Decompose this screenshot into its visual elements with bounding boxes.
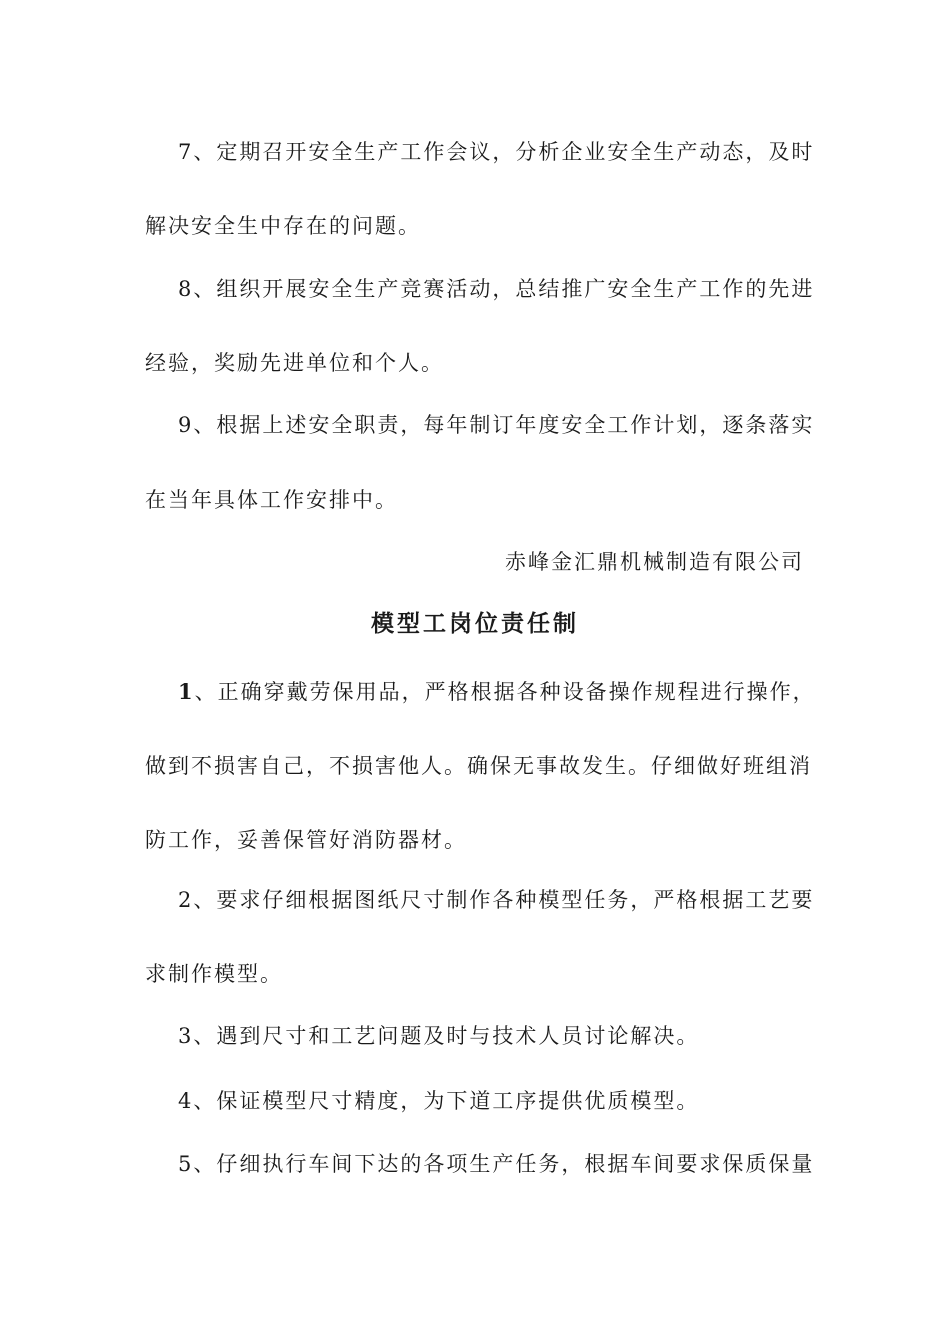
paragraph-8-line-1: 8、组织开展安全生产竞赛活动，总结推广安全生产工作的先进 [178, 277, 815, 301]
duty-1-line-2: 做到不损害自己，不损害他人。确保无事故发生。仔细做好班组消 [145, 754, 812, 778]
duty-1-number: 1 [178, 679, 195, 704]
section-title: 模型工岗位责任制 [371, 610, 579, 637]
paragraph-7-line-2: 解决安全生中存在的问题。 [145, 214, 421, 238]
duty-2-line-1: 2、要求仔细根据图纸尺寸制作各种模型任务，严格根据工艺要 [178, 888, 815, 912]
duty-1-line-1-text: 、正确穿戴劳保用品，严格根据各种设备操作规程进行操作， [194, 680, 816, 704]
company-signature: 赤峰金汇鼎机械制造有限公司 [505, 550, 804, 574]
duty-1-line-1 [178, 678, 816, 706]
duty-5-line-1: 5、仔细执行车间下达的各项生产任务，根据车间要求保质保量 [178, 1152, 815, 1176]
duty-2-line-2: 求制作模型。 [145, 962, 283, 986]
paragraph-9-line-1: 9、根据上述安全职责，每年制订年度安全工作计划，逐条落实 [178, 413, 815, 437]
paragraph-7-line-1: 7、定期召开安全生产工作会议，分析企业安全生产动态，及时 [178, 140, 815, 164]
duty-1-line-3: 防工作，妥善保管好消防器材。 [145, 828, 467, 852]
paragraph-8-line-2: 经验，奖励先进单位和个人。 [145, 351, 444, 375]
paragraph-9-line-2: 在当年具体工作安排中。 [145, 488, 398, 512]
duty-3-line-1: 3、遇到尺寸和工艺问题及时与技术人员讨论解决。 [178, 1024, 700, 1048]
duty-4-line-1: 4、保证模型尺寸精度，为下道工序提供优质模型。 [178, 1089, 700, 1113]
